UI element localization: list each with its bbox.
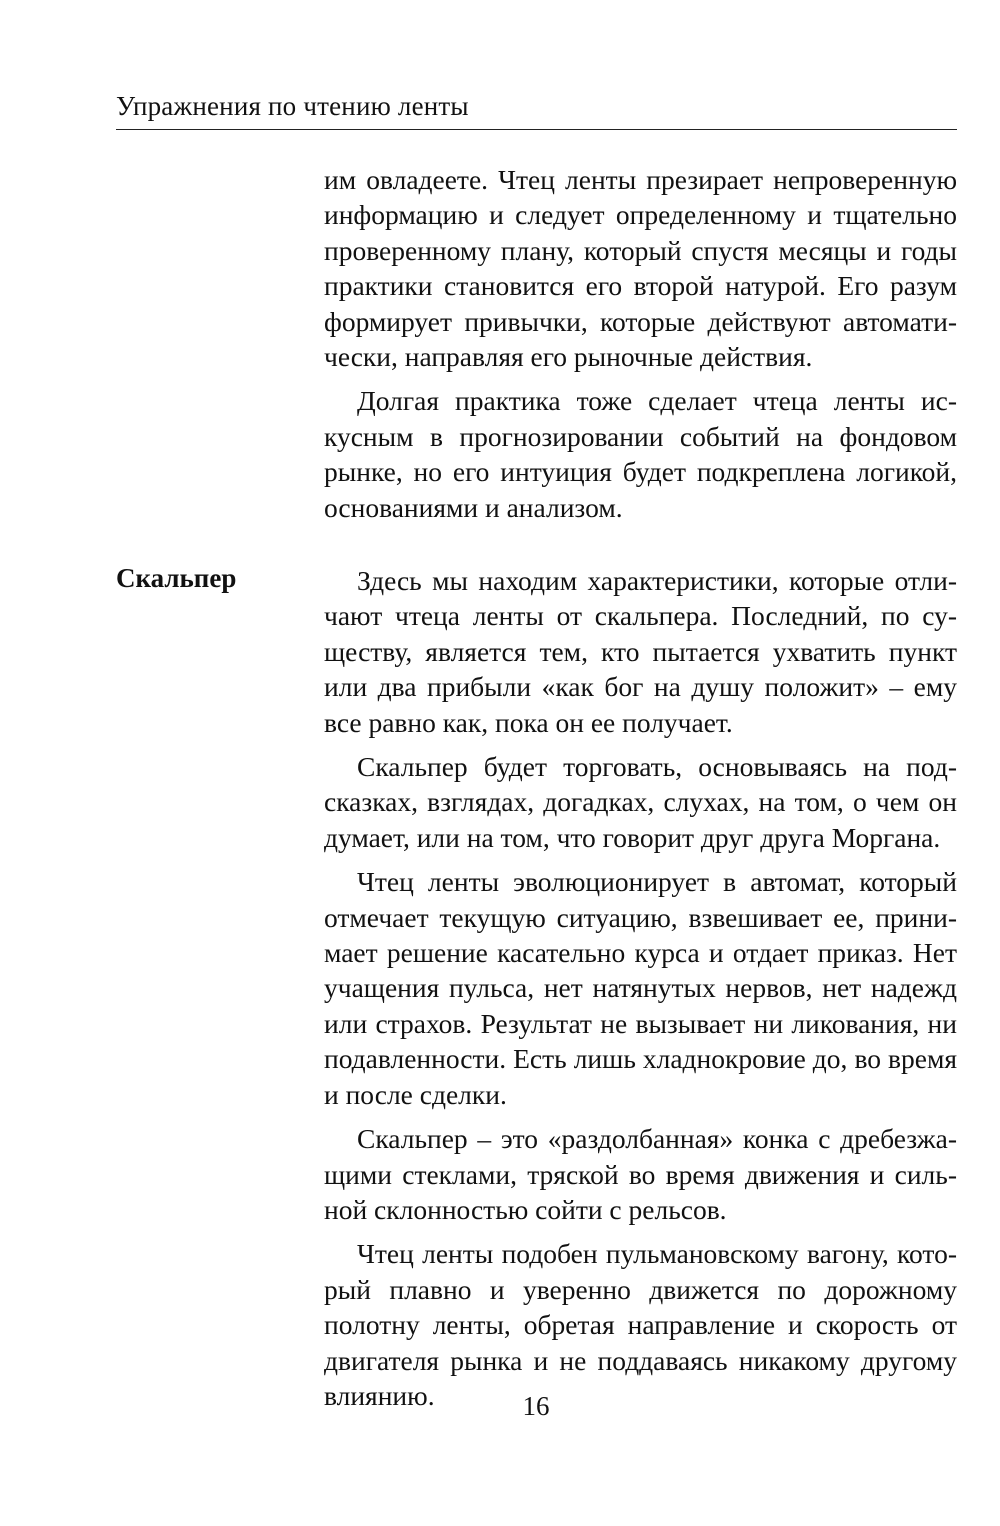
page-number-row — [0, 1388, 1000, 1424]
paragraph: Скальпер будет торговать, основываясь на подсказках, взглядах, догадках, слухах, на том, о чем он думает, или на том, что говорит друг друга Моргана. — [324, 751, 957, 853]
page-number: 16 — [522, 1391, 550, 1421]
scalper-text-block — [324, 563, 957, 1422]
paragraph: Чтец ленты эволюционирует в автомат, который отмечает текущую ситуацию, взвешивает ее, принимает решение касательно курса и отдает приказ. Нет учащения пульса, нет натянутых нервов, нет надежд или страхов. Результат не вызывает ни ликования, ни подавленности. Есть лишь хладнокровие до, во время и после сделки. — [324, 866, 957, 1110]
running-head: Упражнения по чтению ленты — [116, 91, 469, 121]
top-text-block — [324, 162, 957, 534]
paragraph-continued: им овладеете. Чтец ленты презирает непроверенную информацию и следует определенному и тщательно проверенному плану, который спустя месяцы и годы практики становится его второй натурой. Его разум формирует привычки, которые действуют автоматически, направляя его рыночные действия. — [324, 164, 957, 373]
paragraph: Чтец ленты подобен пульмановскому вагону, который плавно и уверенно движется по дорожному полотну ленты, обретая направление и скорость от двигателя рынка и не поддаваясь никакому другому влиянию. — [324, 1238, 957, 1411]
paragraph: Долгая практика тоже сделает чтеца ленты искусным в прогнозировании событий на фондовом рынке, но его интуиция будет подкреплена логикой, основаниями и анализом. — [324, 385, 957, 523]
paragraph: Здесь мы находим характеристики, которые отличают чтеца ленты от скальпера. Последний, по существу, является тем, кто пытается ухватить пункт или два прибыли «как бог на душу положит» – ему все равно как, пока он ее получает. — [324, 565, 957, 738]
paragraph: Скальпер – это «раздолбанная» конка с дребезжащими стеклами, тряской во время движения и сильной склонностью сойти с рельсов. — [324, 1123, 957, 1225]
header-rule — [116, 129, 957, 130]
section-heading: Скальпер — [116, 563, 237, 593]
